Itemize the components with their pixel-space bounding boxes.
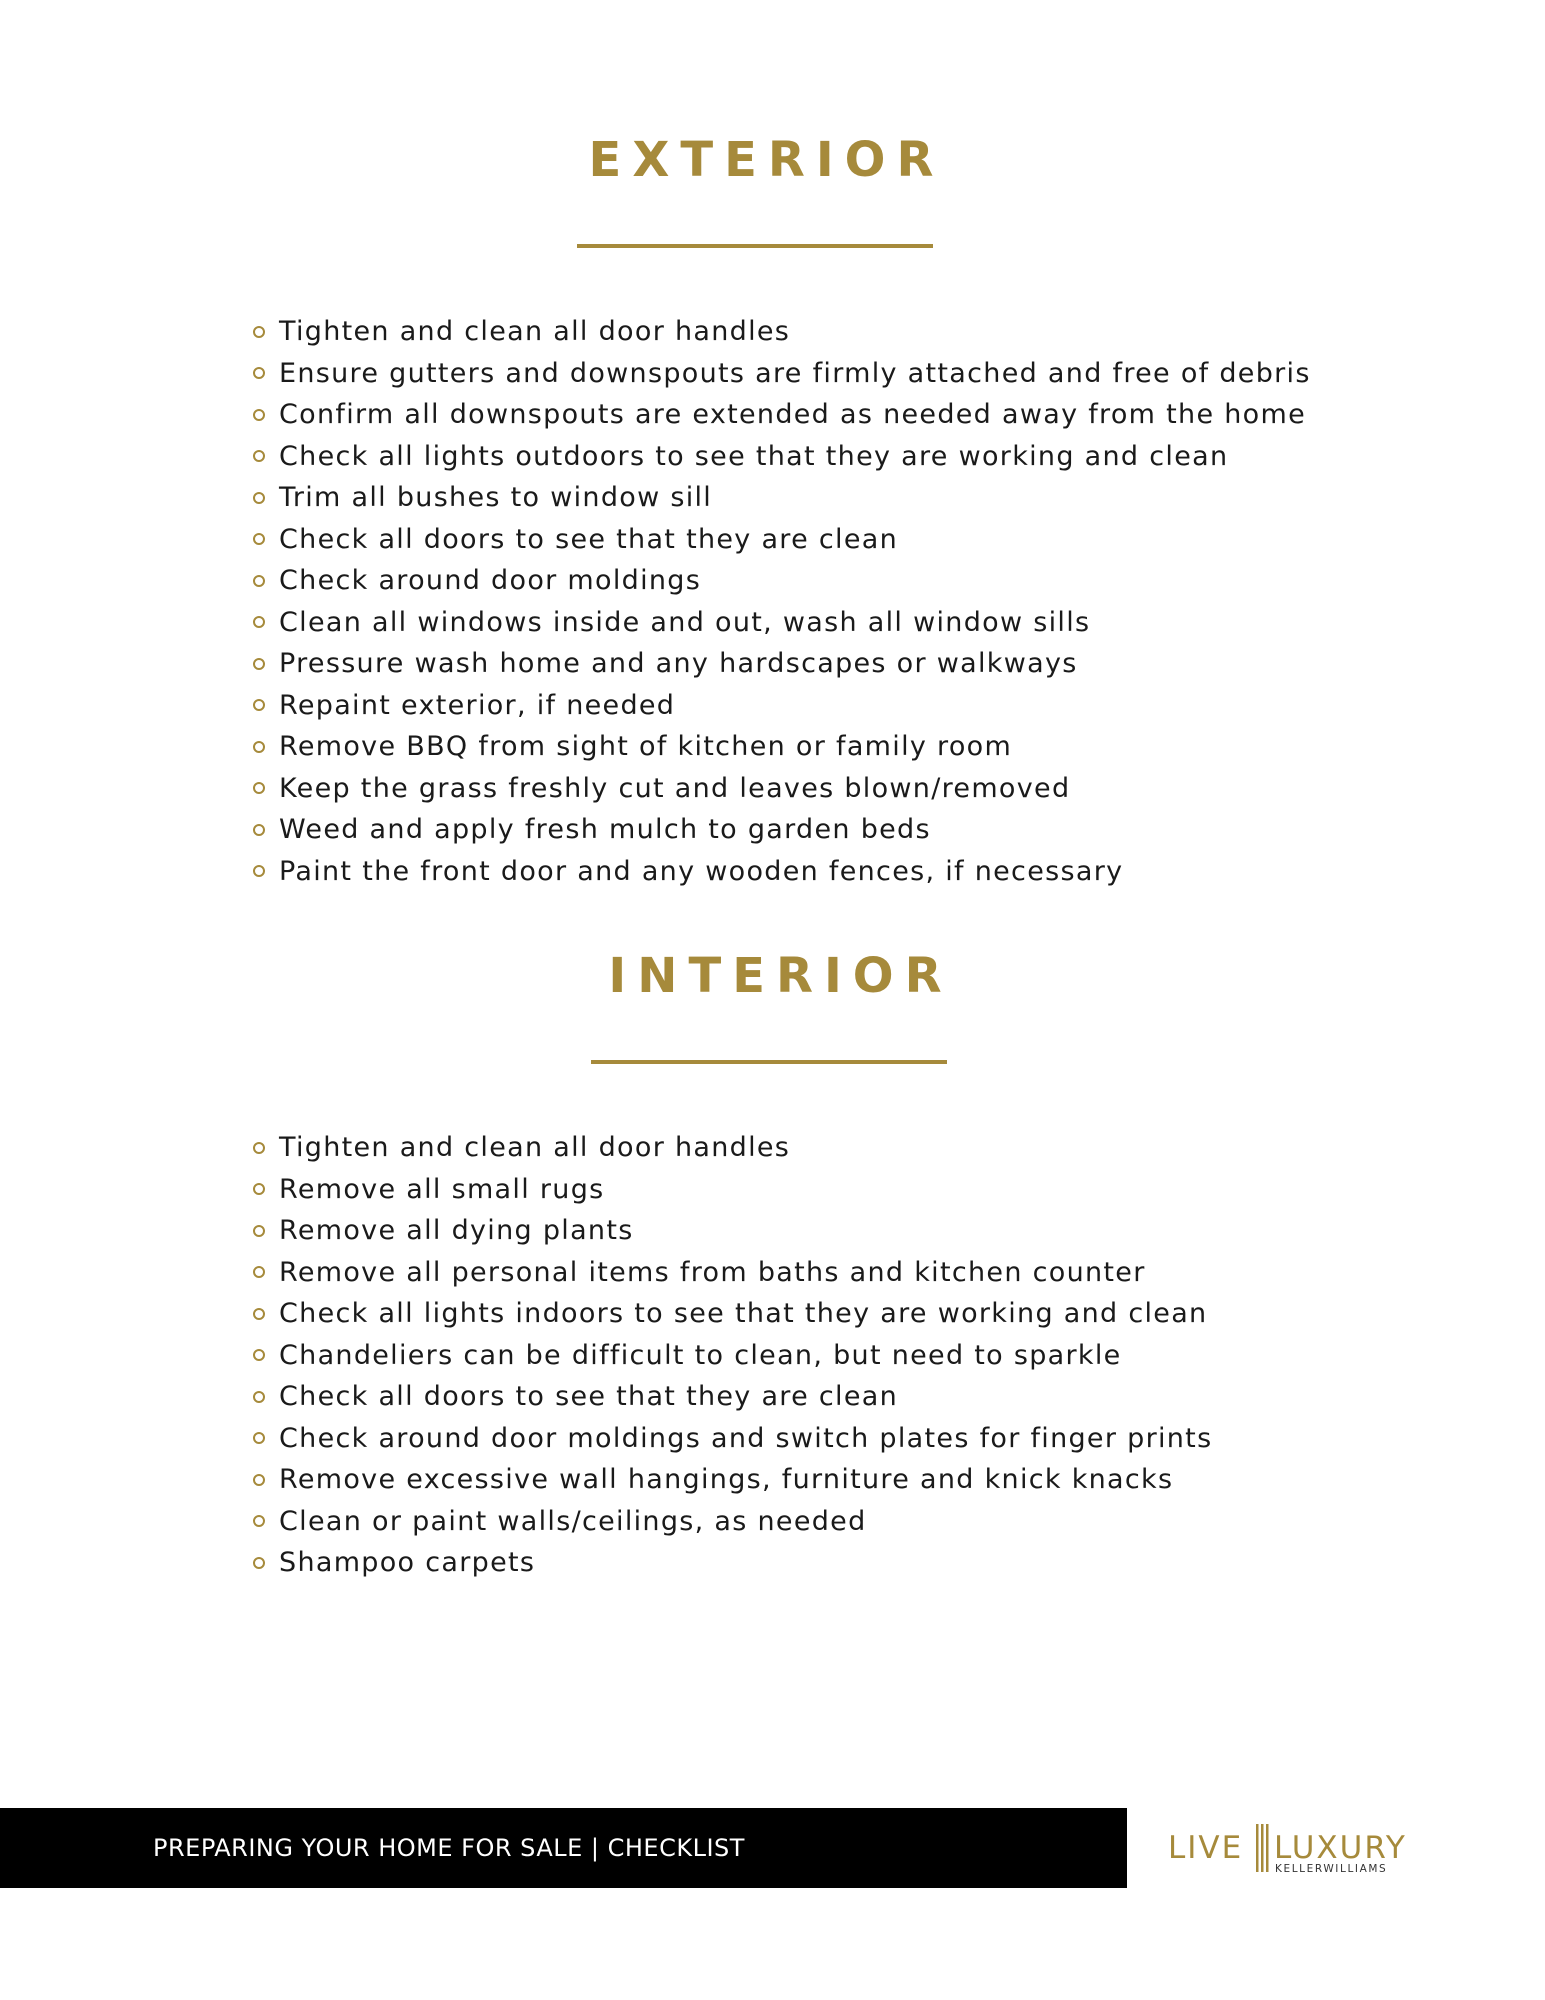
interior-checklist-item-text: Check all lights indoors to see that they are working and clean — [279, 1298, 1208, 1329]
exterior-checklist-item — [250, 851, 1311, 893]
circle-bullet-icon — [253, 1349, 265, 1361]
exterior-checklist-item — [250, 394, 1311, 436]
interior-checklist-item-text: Remove excessive wall hangings, furniture and knick knacks — [279, 1464, 1174, 1495]
exterior-checklist-item — [250, 560, 1311, 602]
interior-checklist — [250, 1127, 1212, 1584]
exterior-checklist-item — [250, 602, 1311, 644]
circle-bullet-icon — [253, 1474, 265, 1486]
interior-checklist-item — [250, 1542, 1212, 1584]
interior-checklist-item-text: Remove all small rugs — [279, 1173, 605, 1205]
exterior-checklist-item — [250, 768, 1311, 810]
circle-bullet-icon — [253, 1308, 265, 1320]
exterior-checklist-item-text: Keep the grass freshly cut and leaves blown/removed — [279, 772, 1071, 804]
circle-bullet-icon — [253, 782, 265, 794]
exterior-checklist-item — [250, 353, 1311, 395]
interior-checklist-item — [250, 1501, 1212, 1543]
logo-luxury-text: LUXURY — [1274, 1830, 1407, 1866]
exterior-checklist-item-text: Remove BBQ from sight of kitchen or family room — [279, 731, 1013, 762]
logo-live-text: LIVE — [1168, 1830, 1244, 1866]
exterior-checklist-item — [250, 726, 1311, 768]
interior-heading: INTERIOR — [608, 948, 953, 1004]
exterior-heading: EXTERIOR — [588, 132, 945, 188]
circle-bullet-icon — [253, 1183, 265, 1195]
interior-checklist-item — [250, 1376, 1212, 1418]
interior-checklist-item — [250, 1293, 1212, 1335]
circle-bullet-icon — [253, 699, 265, 711]
exterior-checklist — [250, 311, 1311, 892]
exterior-checklist-item — [250, 685, 1311, 727]
logo-kw-text: KELLERWILLIAMS — [1275, 1863, 1388, 1875]
footer-bar — [0, 1808, 1127, 1888]
exterior-checklist-item — [250, 436, 1311, 478]
exterior-checklist-item-text: Repaint exterior, if needed — [279, 689, 676, 721]
exterior-checklist-item-text: Check all doors to see that they are clean — [279, 523, 899, 555]
exterior-checklist-item-text: Check all lights outdoors to see that they are working and clean — [279, 440, 1229, 472]
circle-bullet-icon — [253, 1225, 265, 1237]
exterior-checklist-item-text: Check around door moldings — [279, 565, 702, 596]
circle-bullet-icon — [253, 1515, 265, 1527]
circle-bullet-icon — [253, 1266, 265, 1278]
exterior-checklist-item — [250, 809, 1311, 851]
circle-bullet-icon — [253, 326, 265, 338]
exterior-checklist-item — [250, 643, 1311, 685]
circle-bullet-icon — [253, 1432, 265, 1444]
circle-bullet-icon — [253, 616, 265, 628]
circle-bullet-icon — [253, 1142, 265, 1154]
interior-checklist-item-text: Chandeliers can be difficult to clean, but need to sparkle — [279, 1339, 1122, 1371]
interior-checklist-item — [250, 1252, 1212, 1294]
exterior-checklist-item-text: Clean all windows inside and out, wash all window sills — [279, 606, 1091, 638]
interior-checklist-item-text: Clean or paint walls/ceilings, as needed — [279, 1505, 867, 1537]
circle-bullet-icon — [253, 533, 265, 545]
interior-checklist-item — [250, 1418, 1212, 1460]
interior-checklist-item-text: Remove all personal items from baths and kitchen counter — [279, 1256, 1146, 1288]
circle-bullet-icon — [253, 824, 265, 836]
circle-bullet-icon — [253, 865, 265, 877]
exterior-checklist-item-text: Tighten and clean all door handles — [279, 316, 791, 347]
exterior-checklist-item — [250, 311, 1311, 353]
circle-bullet-icon — [253, 575, 265, 587]
exterior-checklist-item — [250, 519, 1311, 561]
circle-bullet-icon — [253, 1557, 265, 1569]
exterior-checklist-item-text: Ensure gutters and downspouts are firmly attached and free of debris — [279, 357, 1311, 389]
interior-checklist-item — [250, 1459, 1212, 1501]
exterior-checklist-item — [250, 477, 1311, 519]
interior-checklist-item — [250, 1169, 1212, 1211]
exterior-checklist-item-text: Paint the front door and any wooden fences, if necessary — [279, 855, 1124, 887]
interior-checklist-item-text: Check around door moldings and switch plates for finger prints — [279, 1422, 1213, 1454]
footer-title: PREPARING YOUR HOME FOR SALE | CHECKLIST — [153, 1834, 745, 1862]
circle-bullet-icon — [253, 409, 265, 421]
live-luxury-keller-williams-logo — [1168, 1818, 1448, 1880]
interior-checklist-item-text: Shampoo carpets — [279, 1547, 536, 1578]
interior-checklist-item-text: Check all doors to see that they are clean — [279, 1381, 899, 1412]
circle-bullet-icon — [253, 1391, 265, 1403]
circle-bullet-icon — [253, 741, 265, 753]
exterior-checklist-item-text: Confirm all downspouts are extended as needed away from the home — [279, 399, 1306, 430]
interior-checklist-item — [250, 1127, 1212, 1169]
interior-checklist-item — [250, 1210, 1212, 1252]
circle-bullet-icon — [253, 367, 265, 379]
circle-bullet-icon — [253, 492, 265, 504]
exterior-divider — [577, 244, 933, 248]
circle-bullet-icon — [253, 658, 265, 670]
exterior-checklist-item-text: Pressure wash home and any hardscapes or walkways — [279, 648, 1078, 679]
circle-bullet-icon — [253, 450, 265, 462]
interior-divider — [591, 1060, 947, 1064]
exterior-checklist-item-text: Trim all bushes to window sill — [279, 482, 713, 513]
interior-checklist-item-text: Remove all dying plants — [279, 1215, 634, 1246]
interior-checklist-item — [250, 1335, 1212, 1377]
interior-checklist-item-text: Tighten and clean all door handles — [279, 1132, 791, 1163]
exterior-checklist-item-text: Weed and apply fresh mulch to garden beds — [279, 814, 931, 845]
